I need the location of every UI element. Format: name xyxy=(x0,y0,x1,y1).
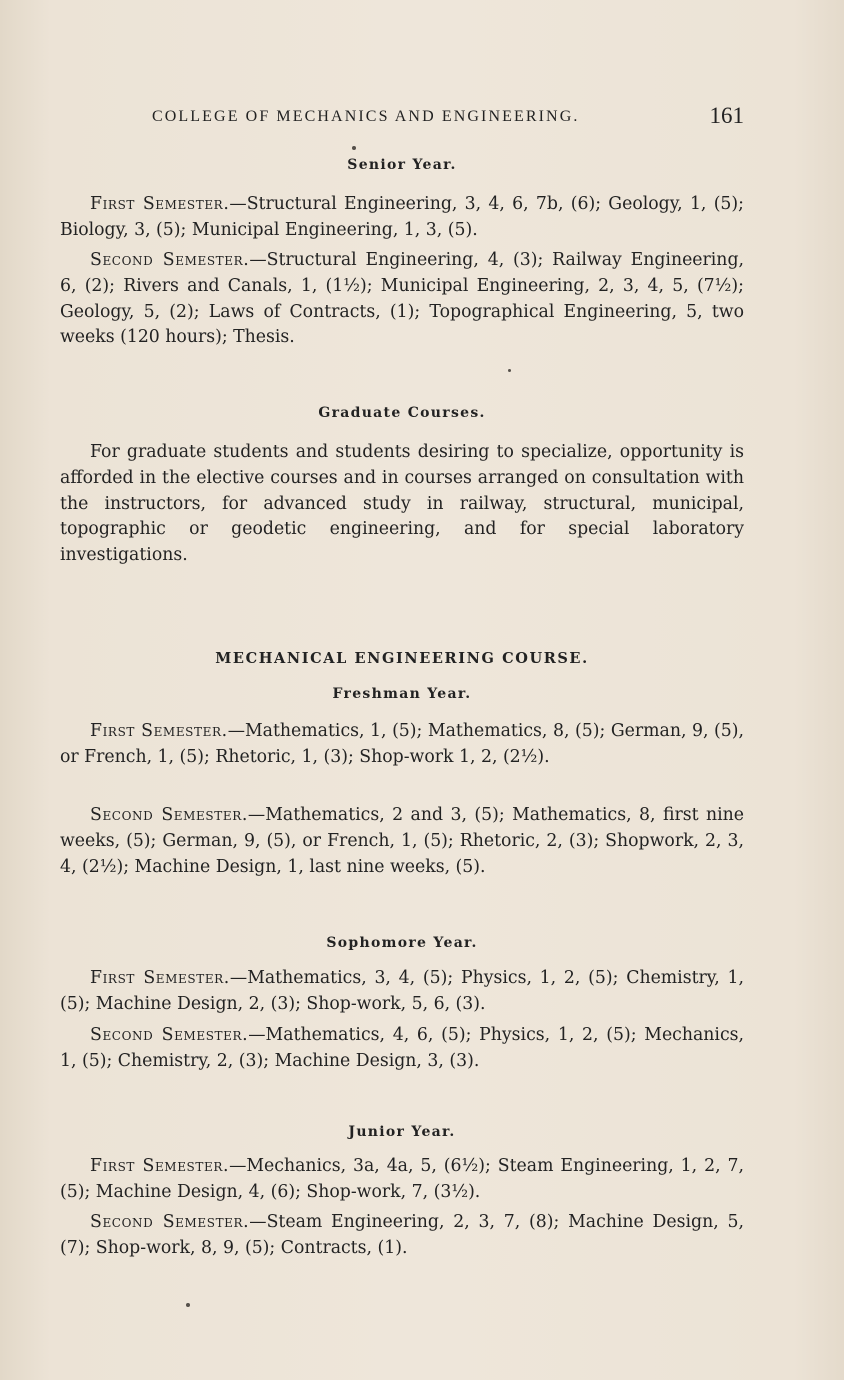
semester-label: First Semester. xyxy=(90,1156,230,1176)
semester-label: First Semester. xyxy=(90,968,230,988)
ink-speck xyxy=(186,1303,190,1307)
semester-courses: —Structural Engineering, 4, (3); Railway Engineering, 6, (2); Rivers and Canals, 1, (1½); Municipal Engineering, 2, 3, 4, 5, (7½); Geology, 5, (2); Laws of Contracts, (1); Topographical Engineering, 5, two weeks (120 hours); Thesis. xyxy=(60,250,744,348)
semester-courses: —Mathematics, 3, 4, (5); Physics, 1, 2, (5); Chemistry, 1, (5); Machine Design, 2, (3); Shop-work, 5, 6, (3). xyxy=(60,968,744,1014)
semester-label: First Semester. xyxy=(90,721,228,741)
junior-second-semester xyxy=(60,1210,744,1262)
semester-courses: —Mathematics, 4, 6, (5); Physics, 1, 2, (5); Mechanics, 1, (5); Chemistry, 2, (3); Machine Design, 3, (3). xyxy=(60,1025,744,1071)
semester-courses: —Steam Engineering, 2, 3, 7, (8); Machine Design, 5, (7); Shop-work, 8, 9, (5); Contracts, (1). xyxy=(60,1212,744,1258)
freshman-first-semester xyxy=(60,719,744,771)
freshman-second-semester xyxy=(60,803,744,880)
junior-first-semester xyxy=(60,1154,744,1206)
freshman-year-heading: Freshman Year. xyxy=(332,686,472,702)
semester-courses: —Mathematics, 2 and 3, (5); Mathematics, 8, first nine weeks, (5); German, 9, (5), or French, 1, (5); Rhetoric, 2, (3); Shopwork, 2, 3, 4, (2½); Machine Design, 1, last nine weeks, (5). xyxy=(60,805,744,877)
semester-courses: —Mathematics, 1, (5); Mathematics, 8, (5); German, 9, (5), or French, 1, (5); Rhetoric, 1, (3); Shop-work 1, 2, (2½). xyxy=(60,721,744,767)
senior-first-semester xyxy=(60,192,744,244)
semester-label: First Semester. xyxy=(90,194,230,214)
mechanical-engineering-course-title: MECHANICAL ENGINEERING COURSE. xyxy=(215,650,589,667)
senior-second-semester xyxy=(60,248,744,351)
semester-label: Second Semester. xyxy=(90,805,248,825)
page-number: 161 xyxy=(709,103,744,128)
semester-courses: —Mechanics, 3a, 4a, 5, (6½); Steam Engineering, 1, 2, 7, (5); Machine Design, 4, (6); Shop-work, 7, (3½). xyxy=(60,1156,744,1202)
semester-label: Second Semester. xyxy=(90,1025,249,1045)
semester-courses: —Structural Engineering, 3, 4, 6, 7b, (6); Geology, 1, (5); Biology, 3, (5); Municipal Engineering, 1, 3, (5). xyxy=(60,194,744,240)
ink-speck xyxy=(508,369,511,372)
ink-speck xyxy=(352,146,356,150)
semester-label: Second Semester. xyxy=(90,1212,250,1232)
sophomore-year-heading: Sophomore Year. xyxy=(326,935,478,951)
running-title: COLLEGE OF MECHANICS AND ENGINEERING. xyxy=(152,108,580,125)
semester-label: Second Semester. xyxy=(90,250,250,270)
senior-year-heading: Senior Year. xyxy=(347,157,457,173)
graduate-courses-paragraph xyxy=(60,440,744,569)
graduate-courses-heading: Graduate Courses. xyxy=(318,405,486,421)
sophomore-second-semester xyxy=(60,1023,744,1075)
junior-year-heading: Junior Year. xyxy=(348,1124,456,1140)
graduate-text: For graduate students and students desiring to specialize, opportunity is afforded in the elective courses and in courses arranged on consultation with the instructors, for advanced study in railway, structural, municipal, topographic or geodetic engineering, and for special laboratory investigations. xyxy=(60,442,744,566)
running-head xyxy=(152,104,744,134)
sophomore-first-semester xyxy=(60,966,744,1018)
